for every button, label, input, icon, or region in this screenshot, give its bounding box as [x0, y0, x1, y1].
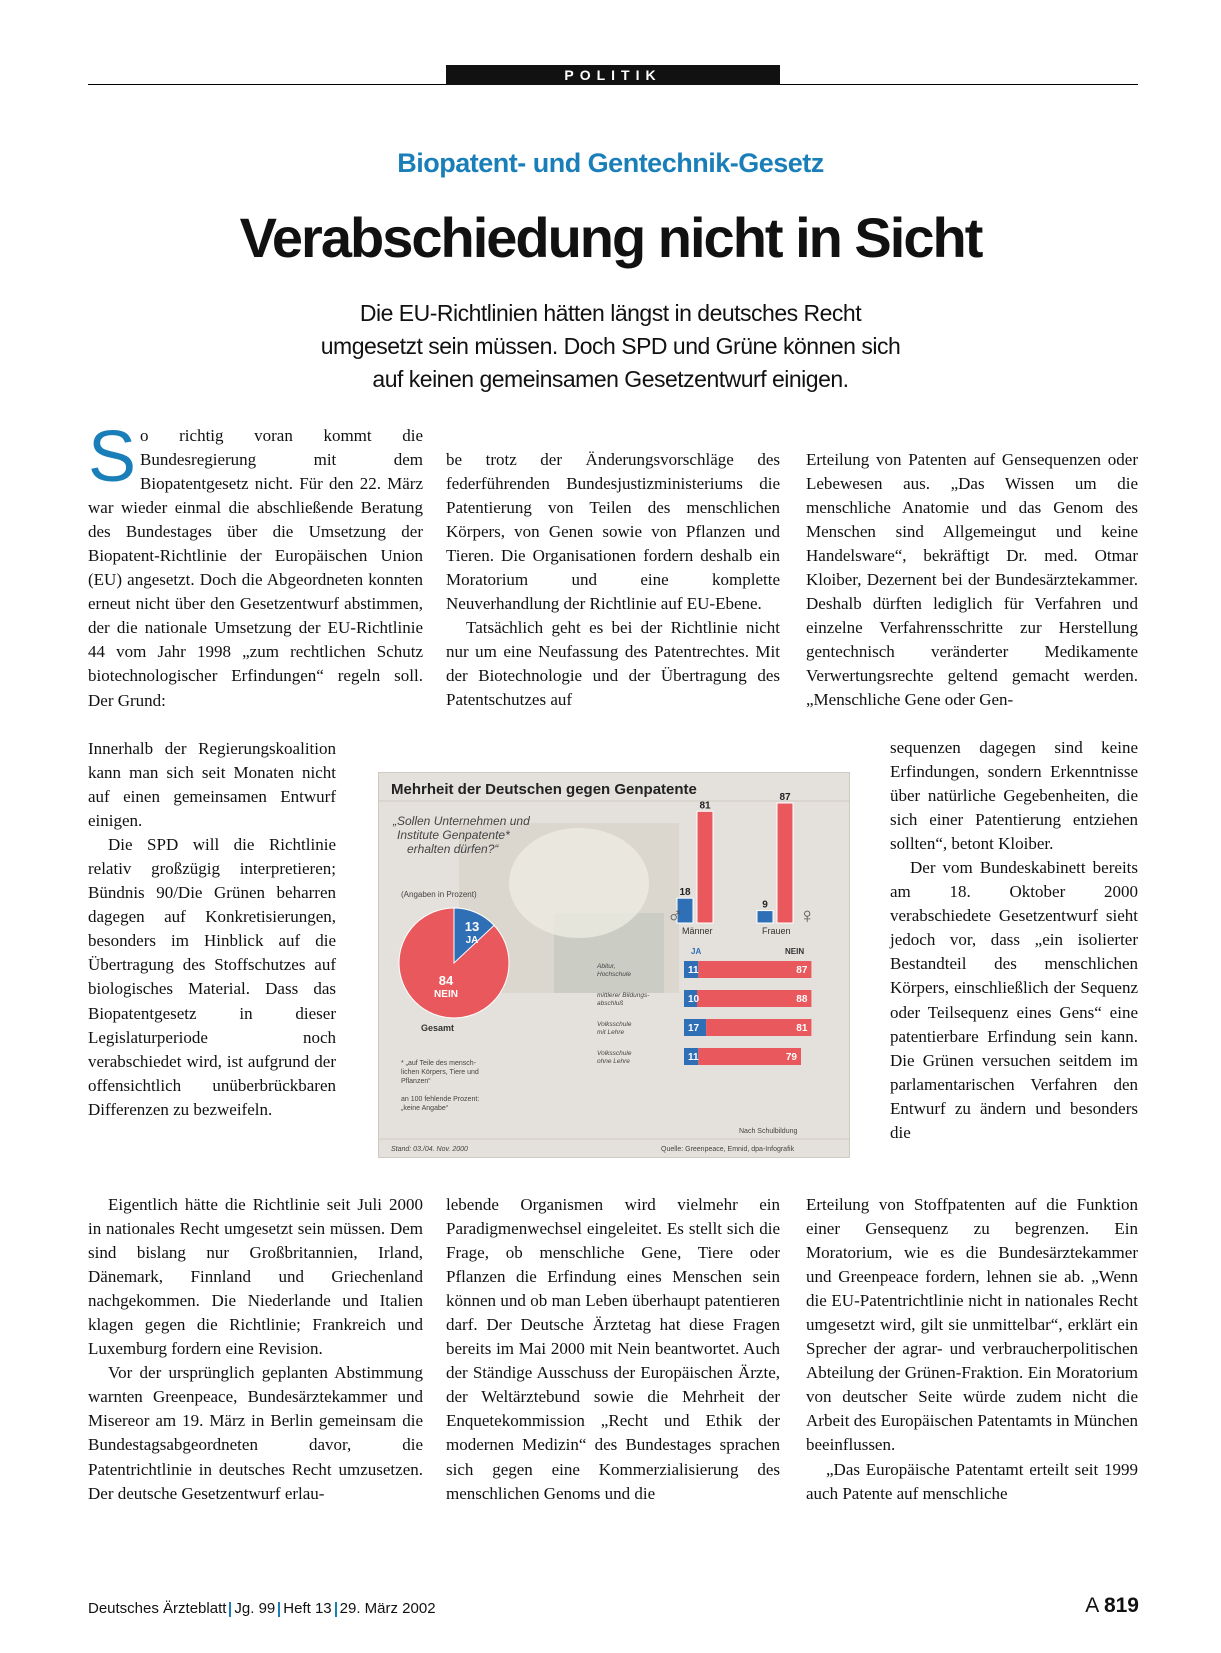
edu-ja-value: 11	[688, 965, 699, 976]
male-symbol-icon: ♂	[667, 903, 684, 928]
edu-ja-value: 17	[688, 1023, 700, 1034]
frauen-nein-value: 87	[779, 792, 791, 803]
edu-label: ohne Lehre	[597, 1058, 630, 1065]
frauen-ja-value: 9	[762, 899, 768, 911]
question-line: „Sollen Unternehmen und	[393, 814, 530, 828]
edu-label: Hochschule	[597, 971, 631, 978]
edu-label: abschluß	[597, 1000, 624, 1007]
pie-ja-value: 13	[464, 919, 480, 934]
frauen-nein-bar	[777, 803, 793, 923]
edu-label: Abitur,	[597, 963, 616, 970]
footer-separator	[335, 1602, 337, 1617]
col-ja-label: JA	[691, 947, 702, 956]
edu-label: mittlerer Bildungs-	[597, 992, 650, 999]
edu-nein-value: 79	[785, 1052, 797, 1063]
volume: Jg. 99	[234, 1600, 276, 1617]
edu-nein-value: 81	[796, 1023, 808, 1034]
footnote1-line: lichen Körpers, Tiere und	[401, 1069, 479, 1076]
col3-para2-full: Erteilung von Stoffpatenten auf die Funktion einer Gensequenz zu begrenzen. Ein Moratorium, wie es die Bundesärztekammer und Greenpeace fordern, lehnen sie ab. „Wenn die EU-Patentrichtlinie nicht in nationales Recht umgesetzt wird, gilt sie unmittelbar“, erklärt ein Sprecher der agrar- und verbraucherpolitischen Abteilung der Grünen-Fraktion. Ein Moratorium von deutscher Seite würde zudem nicht die Arbeit des Europäischen Patentamts in München beeinflussen.	[806, 1195, 1138, 1455]
maenner-label: Männer	[682, 926, 713, 936]
col2-para2: Tatsächlich geht es bei der Richtlinie nicht nur um eine Neufassung des Patentrechtes. Mit der Biotechnologie und der Übertragung des Patentschutzes auf	[446, 618, 780, 710]
edu-ja-value: 10	[688, 994, 700, 1005]
infographic-svg	[379, 773, 849, 1157]
col3-para1-top: Erteilung von Patenten auf Gensequenzen oder Lebewesen aus. „Das Wissen um die menschliche Anatomie und das Genom des Menschen sind Allgemeingut und keine Handelsware“, bekräftigt Dr. med. Otmar Kloiber, Dezernent bei der Bundesärztekammer. Deshalb dürften lediglich für Verfahren und einzelne Verfahrensschritte zur Herstellung gentechnisch veränderter Medikamente Verwertungsrechte geltend gemacht werden. „Menschliche Gene oder Gen-	[806, 450, 1138, 710]
col2-para3: lebende Organismen wird vielmehr ein Paradigmenwechsel eingeleitet. Es stellt sich die Frage, ob menschliche Gene, Tiere oder Pflanzen die Erfindung eines Menschen sein können und ob man Leben überhaupt patentieren darf. Der Deutsche Ärztetag hat diese Fragen bereits im Mai 2000 mit Nein beantwortet. Auch der Ständige Ausschuss der Europäischen Ärzte, der Weltärztebund sowie die Mehrheit der Enquetekommission „Recht und Ethik der modernen Medizin“ des Bundestages sprachen sich gegen eine Kommerzialisierung des menschlichen Genoms und die	[446, 1195, 780, 1503]
stand-date: Stand: 03./04. Nov. 2000	[391, 1146, 468, 1153]
unit-note: (Angaben in Prozent)	[401, 890, 477, 899]
col3-para2-narrow: Der vom Bundeskabinett bereits am 18. Oktober 2000 verabschiedete Gesetzentwurf sieht jedoch vor, dass „ein isolierter Bestandteil des menschlichen Körpers, einschließlich der Sequenz oder Teilsequenz eines Gens“ eine patentierbare Erfindung sein kann. Die Grünen versuchen seitdem im parlamentarischen Verfahren den Entwurf zu ändern und besonders die	[890, 858, 1138, 1142]
issue-date: 29. März 2002	[339, 1600, 436, 1617]
drop-cap: S	[88, 417, 137, 497]
source-credit: Quelle: Greenpeace, Emnid, dpa-Infografik	[661, 1146, 795, 1153]
edu-label: Volksschule	[597, 1050, 632, 1057]
frauen-ja-bar	[757, 911, 773, 923]
pie-nein-value: 84	[438, 973, 454, 988]
edu-nein-bar	[698, 961, 811, 978]
page-number	[1085, 1594, 1139, 1618]
maenner-nein-value: 81	[699, 800, 711, 812]
page-prefix: A	[1085, 1594, 1099, 1617]
col1-para1-top: o richtig voran kommt die Bundesregierung mit dem Biopatentgesetz nicht. Für den 22. März war wieder einmal die abschließende Beratung des Bundestages über die Umsetzung der Biopatent-Richtlinie der Europäischen Union (EU) angesetzt. Doch die Abgeordneten konnten erneut nicht über den Gesetzentwurf abstimmen, der die nationale Umsetzung der EU-Richtlinie 44 vom Jahr 1998 „zum rechtlichen Schutz biotechnologischer Erfindungen“ regeln soll. Der Grund:	[88, 426, 423, 710]
footer-separator	[229, 1602, 231, 1617]
edu-label: mit Lehre	[597, 1029, 625, 1036]
kicker: Biopatent- und Gentechnik-Gesetz	[397, 148, 824, 178]
col2-para1: be trotz der Änderungsvorschläge des federführenden Bundesjustizministeriums die Patentierung von Teilen des menschlichen Körpers, von Genen sowie von Pflanzen und Tieren. Die Organisationen fordern deshalb ein Moratorium und eine komplette Neuverhandlung der Richtlinie auf EU-Ebene.	[446, 450, 780, 614]
col1-narrow	[88, 737, 336, 1122]
edu-label: Volksschule	[597, 1021, 632, 1028]
maenner-nein-bar	[697, 811, 713, 923]
pie-ja-label: JA	[465, 935, 479, 946]
graphic-credit: Nach Schulbildung	[739, 1128, 798, 1135]
col1-top	[88, 417, 423, 713]
frauen-label: Frauen	[762, 926, 791, 936]
edu-nein-value: 87	[796, 965, 808, 976]
col3-bottom	[806, 1193, 1138, 1506]
col-nein-label: NEIN	[785, 947, 805, 956]
footnote1-line: * „auf Teile des mensch-	[401, 1060, 476, 1067]
page-number-value: 819	[1103, 1594, 1139, 1617]
maenner-ja-value: 18	[679, 887, 691, 899]
lede-line: umgesetzt sein müssen. Doch SPD und Grüne können sich	[320, 333, 901, 359]
infographic	[378, 772, 850, 1158]
edu-nein-value: 88	[796, 994, 808, 1005]
edu-nein-bar	[697, 990, 811, 1007]
col2-bottom	[446, 1193, 780, 1506]
section-label: POLITIK	[446, 65, 780, 85]
footnote1-line: Pflanzen“	[401, 1078, 431, 1085]
journal-name: Deutsches Ärzteblatt	[88, 1600, 227, 1617]
edu-ja-value: 11	[688, 1052, 699, 1063]
issue: Heft 13	[283, 1600, 332, 1617]
col3-para1-narrow: sequenzen dagegen sind keine Erfindungen, sondern Erkenntnisse über natürliche Gegebenheiten, die sich einer Patentierung entziehen sollten“, betont Kloiber.	[890, 738, 1138, 854]
col1-para3: Eigentlich hätte die Richtlinie seit Juli 2000 in nationales Recht umgesetzt sein müssen. Dem sind bislang nur Großbritannien, Irland, Dänemark, Finnland und Griechenland nachgekommen. Die Niederlande und Italien klagen gegen die Richtlinie; Frankreich und Luxemburg fordern eine Revision.	[88, 1195, 423, 1359]
lede	[260, 297, 961, 396]
female-symbol-icon: ♀	[799, 903, 816, 928]
question-line: erhalten dürfen?“	[407, 842, 499, 856]
question-line: Institute Genpatente*	[397, 828, 510, 842]
footnote2-line: an 100 fehlende Prozent:	[401, 1096, 480, 1103]
col2-top	[446, 448, 780, 713]
footer-citation	[88, 1600, 436, 1617]
pie-nein-label: NEIN	[434, 989, 458, 1000]
infographic-title: Mehrheit der Deutschen gegen Genpatente	[391, 781, 697, 798]
col1-para4: Vor der ursprünglich geplanten Abstimmung warnten Greenpeace, Bundesärztekammer und Misereor am 19. März in Berlin gemeinsam die Bundestagsabgeordneten davor, die Patentrichtlinie in deutsches Recht umzusetzen. Der deutsche Gesetzentwurf erlau-	[88, 1363, 423, 1503]
col3-top	[806, 448, 1138, 713]
col1-para1-narrow: Innerhalb der Regierungskoalition kann man sich seit Monaten nicht auf einen gemeinsamen Entwurf einigen.	[88, 739, 336, 831]
footer-separator	[278, 1602, 280, 1617]
footnote2-line: „keine Angabe“	[401, 1105, 449, 1112]
col3-narrow	[890, 736, 1138, 1145]
pie-total-label: Gesamt	[421, 1023, 455, 1033]
headline: Verabschiedung nicht in Sicht	[239, 206, 982, 269]
col3-para3: „Das Europäische Patentamt erteilt seit 1999 auch Patente auf menschliche	[806, 1459, 1138, 1503]
lede-line: Die EU-Richtlinien hätten längst in deutsches Recht	[359, 300, 862, 326]
col1-para2: Die SPD will die Richtlinie relativ großzügig interpretieren; Bündnis 90/Die Grünen beharren dagegen auf Konkretisierungen, besonders im Hinblick auf die Übertragung des Stoffschutzes auf biologisches Material. Dass das Biopatentgesetz in dieser Legislaturperiode noch verabschiedet wird, ist aufgrund der offensichtlich unüberbrückbaren Differenzen zu bezweifeln.	[88, 835, 336, 1119]
photo-glove	[509, 828, 649, 938]
col1-bottom	[88, 1193, 423, 1506]
lede-line: auf keinen gemeinsamen Gesetzentwurf einigen.	[372, 366, 849, 392]
pie-chart	[399, 908, 509, 1018]
